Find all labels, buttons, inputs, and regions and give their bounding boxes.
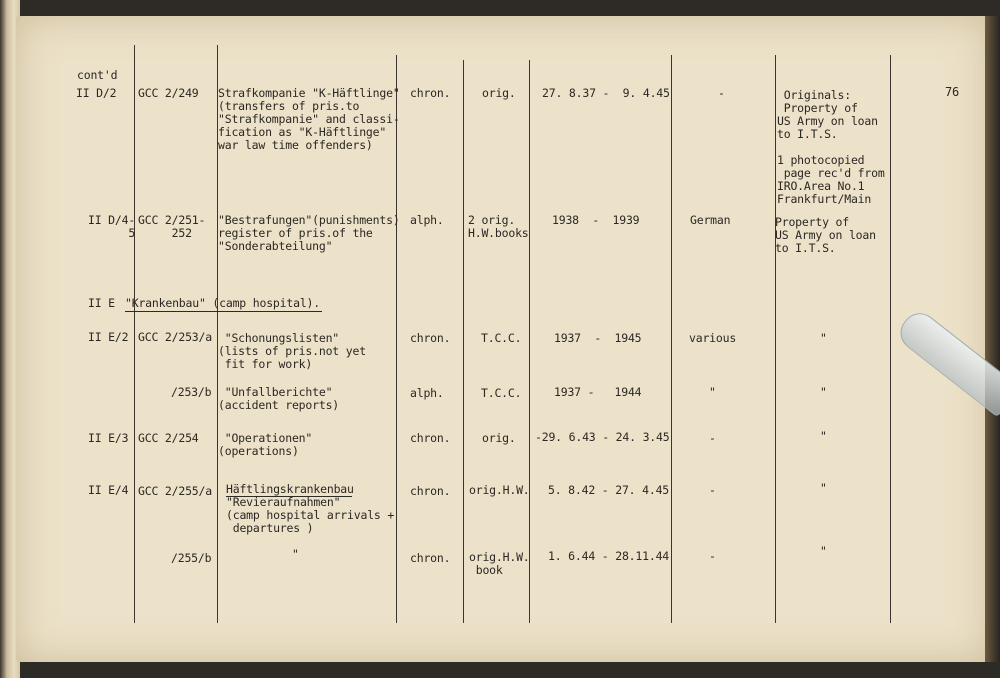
row-description: "Bestrafungen"(punishments) register of pris.of the "Sonderabteilung" bbox=[218, 213, 400, 253]
row-section: II E/2 bbox=[88, 330, 129, 344]
page-edge-shadow bbox=[985, 16, 1000, 662]
row-gcc: /253/b bbox=[171, 385, 212, 399]
row-order: chron. bbox=[410, 484, 451, 498]
row-remarks: " bbox=[820, 544, 827, 558]
row-language: German bbox=[690, 213, 731, 227]
row-gcc: GCC 2/255/a bbox=[138, 484, 212, 498]
row-type: orig.H.W. book bbox=[469, 550, 530, 577]
row-section: II E/4 bbox=[88, 483, 129, 497]
row-type: orig.H.W. bbox=[469, 483, 530, 497]
row-remarks: " bbox=[820, 481, 827, 495]
section-title: "Krankenbau" (camp hospital). bbox=[125, 296, 320, 310]
section-underline bbox=[125, 311, 322, 312]
row-dates: 1. 6.44 - 28.11.44 bbox=[548, 549, 670, 563]
row-section: II E/3 bbox=[88, 431, 129, 445]
row-description: "Unfallberichte" (accident reports) bbox=[218, 385, 340, 412]
row-type: orig. bbox=[482, 86, 516, 100]
column-rule-1 bbox=[134, 45, 135, 623]
continued-label: cont'd bbox=[77, 68, 118, 82]
row-gcc: GCC 2/249 bbox=[138, 86, 199, 100]
row-type: orig. bbox=[482, 431, 516, 445]
row-description: "Operationen" (operations) bbox=[218, 431, 313, 458]
row-language: " bbox=[709, 385, 716, 399]
column-rule-8 bbox=[890, 55, 891, 623]
column-rule-4 bbox=[463, 60, 464, 623]
row-language: - bbox=[709, 549, 716, 563]
row-order: alph. bbox=[410, 213, 444, 227]
row-order: chron. bbox=[410, 551, 451, 565]
column-rule-7 bbox=[775, 55, 776, 623]
row-language: - bbox=[709, 431, 716, 445]
section-code: II E bbox=[88, 296, 115, 310]
column-rule-6 bbox=[671, 55, 672, 623]
row-section: II D/2 bbox=[76, 86, 117, 100]
row-language: - bbox=[709, 483, 716, 497]
column-rule-5 bbox=[529, 60, 530, 623]
row-remarks: Originals: Property of US Army on loan to I.T.S. 1 photocopied page rec'd from IRO.Area No.1 Frankfurt/Main bbox=[777, 88, 885, 206]
row-dates: 1937 - 1945 bbox=[554, 331, 642, 345]
row-dates: 5. 8.42 - 27. 4.45 bbox=[548, 483, 670, 497]
row-section: II D/4- 5 bbox=[88, 213, 136, 240]
row-type: T.C.C. bbox=[481, 331, 522, 345]
row-type: 2 orig. H.W.books bbox=[468, 213, 529, 240]
row-order: chron. bbox=[410, 86, 451, 100]
row-type: T.C.C. bbox=[481, 386, 522, 400]
row-description: "Schonungslisten" (lists of pris.not yet fit for work) bbox=[218, 331, 366, 371]
row-remarks: " bbox=[820, 331, 827, 345]
row-order: chron. bbox=[410, 331, 451, 345]
row-remarks: " bbox=[820, 429, 827, 443]
description-underline bbox=[226, 496, 352, 497]
row-gcc: /255/b bbox=[171, 551, 212, 565]
row-dates: 27. 8.37 - 9. 4.45 bbox=[542, 86, 670, 100]
row-order: alph. bbox=[410, 386, 444, 400]
row-dates: 1937 - 1944 bbox=[554, 385, 642, 399]
row-order: chron. bbox=[410, 431, 451, 445]
row-gcc: GCC 2/253/a bbox=[138, 330, 212, 344]
row-gcc: GCC 2/254 bbox=[138, 431, 199, 445]
row-description: " bbox=[292, 547, 299, 561]
row-remarks: Property of US Army on loan to I.T.S. bbox=[775, 215, 876, 255]
row-remarks: " bbox=[820, 385, 827, 399]
row-language: various bbox=[689, 331, 737, 345]
row-language: - bbox=[718, 86, 725, 100]
row-dates: 1938 - 1939 bbox=[552, 213, 640, 227]
row-description: Häftlingskrankenbau "Revieraufnahmen" (camp hospital arrivals + departures ) bbox=[226, 482, 395, 535]
row-gcc: GCC 2/251- 252 bbox=[138, 213, 206, 240]
row-description: Strafkompanie "K-Häftlinge" (transfers of pris.to "Strafkompanie" and classi- fication as "K-Häftlinge" war law time offenders) bbox=[218, 86, 400, 152]
page-number: 76 bbox=[945, 85, 960, 99]
row-dates: -29. 6.43 - 24. 3.45 bbox=[535, 430, 670, 444]
